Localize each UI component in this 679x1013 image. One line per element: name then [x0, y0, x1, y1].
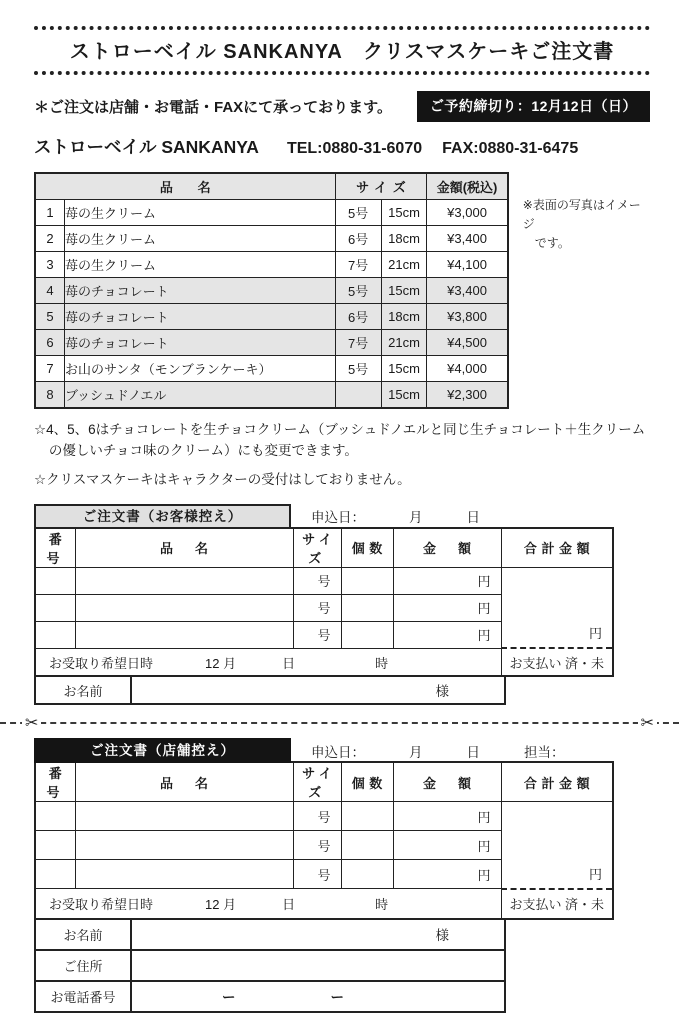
phone-dash: ー [330, 990, 344, 1006]
product-no: 5 [35, 304, 64, 330]
title-band [34, 26, 650, 75]
address-label: ご住所 [36, 951, 132, 980]
name-cell [75, 831, 293, 860]
apply-day-label: 日 [466, 510, 480, 526]
product-row [35, 278, 508, 304]
name-suffix: 様 [435, 928, 449, 944]
pickup-day: 日 [282, 655, 296, 671]
number-cell [35, 860, 75, 889]
order-item-row [35, 567, 613, 594]
product-col-name: 品 名 [35, 173, 335, 200]
col-total: 合計金額 [501, 528, 613, 568]
product-name: ブッシュドノエル [64, 382, 335, 409]
product-price: ¥4,100 [427, 252, 508, 278]
qty-cell [341, 621, 393, 648]
col-number: 番号 [35, 528, 75, 568]
pickup-datetime-cell [35, 648, 501, 676]
col-amount: 金 額 [393, 528, 501, 568]
chocolate-change-note: ☆4、5、6はチョコレートを生チョコクリーム（ブッシュドノエルと同じ生チョコレート＋生クリームの優しいチョコ味のクリーム）にも変更できます。 [34, 422, 646, 458]
apply-date-label: 申込日： [311, 510, 365, 526]
qty-cell [341, 831, 393, 860]
name-label: お名前 [36, 920, 132, 949]
tel-number: TEL:0880-31-6070 [286, 140, 423, 157]
star-notes [34, 420, 650, 491]
apply-day-label: 日 [466, 744, 480, 760]
product-price: ¥3,400 [427, 278, 508, 304]
col-size: サイズ [293, 528, 341, 568]
note-row [34, 91, 650, 122]
product-size-go: 5号 [335, 356, 381, 382]
amount-cell: 円 [393, 567, 501, 594]
phone-dash: ー [222, 990, 236, 1006]
qty-cell [341, 567, 393, 594]
product-row [35, 382, 508, 409]
col-qty: 個数 [341, 528, 393, 568]
store-form-title: ご注文書（店舗控え） [34, 738, 291, 763]
product-name: お山のサンタ（モンブランケーキ） [64, 356, 335, 382]
amount-cell: 円 [393, 621, 501, 648]
name-cell [75, 621, 293, 648]
phone-input-area [132, 982, 504, 1011]
form-header-row [35, 762, 613, 802]
name-row [34, 920, 506, 951]
name-row [34, 677, 506, 705]
product-name: 苺の生クリーム [64, 200, 335, 226]
product-price: ¥3,800 [427, 304, 508, 330]
product-size-cm: 21cm [381, 252, 427, 278]
address-row [34, 951, 506, 982]
product-col-price: 金額(税込) [427, 173, 508, 200]
total-amount-cell: 円 [501, 567, 613, 648]
product-price: ¥4,000 [427, 356, 508, 382]
store-name: ストローベイル SANKANYA [34, 137, 259, 157]
product-price: ¥2,300 [427, 382, 508, 409]
name-cell [75, 567, 293, 594]
qty-cell [341, 802, 393, 831]
number-cell [35, 621, 75, 648]
deadline-badge: ご予約締切り：12月12日（日） [417, 91, 650, 122]
scissors-icon: ✂ [22, 713, 41, 733]
product-no: 2 [35, 226, 64, 252]
staff-label: 担当： [524, 744, 565, 760]
col-total: 合計金額 [501, 762, 613, 802]
size-unit-cell: 号 [293, 831, 341, 860]
product-size-go: 7号 [335, 330, 381, 356]
payment-status-cell: お支払い 済・未 [501, 648, 613, 676]
product-size-go: 6号 [335, 304, 381, 330]
product-row [35, 304, 508, 330]
product-name: 苺の生クリーム [64, 226, 335, 252]
pickup-day: 日 [282, 897, 296, 913]
col-name: 品 名 [75, 762, 293, 802]
product-col-size: サイズ [335, 173, 427, 200]
number-cell [35, 594, 75, 621]
payment-status-cell: お支払い 済・未 [501, 889, 613, 919]
form-header-row [35, 528, 613, 568]
amount-cell: 円 [393, 831, 501, 860]
col-size: サイズ [293, 762, 341, 802]
product-size-cm: 15cm [381, 356, 427, 382]
col-name: 品 名 [75, 528, 293, 568]
product-no: 3 [35, 252, 64, 278]
pickup-month: 12 月 [205, 655, 237, 671]
product-header-row [35, 173, 508, 200]
contact-row [34, 134, 650, 159]
product-name: 苺の生クリーム [64, 252, 335, 278]
product-size-go [335, 382, 381, 409]
cut-line [0, 713, 679, 733]
product-size-go: 6号 [335, 226, 381, 252]
apply-date-label: 申込日： [311, 744, 365, 760]
product-no: 1 [35, 200, 64, 226]
product-price: ¥4,500 [427, 330, 508, 356]
qty-cell [341, 860, 393, 889]
fax-number: FAX:0880-31-6475 [442, 140, 579, 157]
pickup-datetime-cell [35, 889, 501, 919]
product-name: 苺のチョコレート [64, 304, 335, 330]
product-size-cm: 21cm [381, 330, 427, 356]
product-size-cm: 18cm [381, 226, 427, 252]
product-price: ¥3,400 [427, 226, 508, 252]
pickup-hour: 時 [375, 897, 389, 913]
size-unit-cell: 号 [293, 621, 341, 648]
product-size-cm: 15cm [381, 382, 427, 409]
phone-row [34, 982, 506, 1013]
pickup-hour: 時 [375, 655, 389, 671]
number-cell [35, 567, 75, 594]
store-order-form [34, 738, 650, 1013]
amount-cell: 円 [393, 802, 501, 831]
product-price: ¥3,000 [427, 200, 508, 226]
product-price-table [34, 172, 509, 409]
product-size-cm: 15cm [381, 200, 427, 226]
customer-form-title: ご注文書（お客様控え） [34, 504, 291, 529]
phone-label: お電話番号 [36, 982, 132, 1011]
size-unit-cell: 号 [293, 567, 341, 594]
name-cell [75, 860, 293, 889]
product-name: 苺のチョコレート [64, 278, 335, 304]
qty-cell [341, 594, 393, 621]
apply-month-label: 月 [409, 510, 423, 526]
pickup-month: 12 月 [205, 897, 237, 913]
product-section [34, 172, 650, 409]
col-amount: 金 額 [393, 762, 501, 802]
page-title: ストローベイル SANKANYA クリスマスケーキご注文書 [69, 41, 615, 63]
size-unit-cell: 号 [293, 594, 341, 621]
apply-date-line [311, 741, 565, 761]
pickup-row [35, 889, 613, 919]
total-amount-cell: 円 [501, 802, 613, 889]
product-no: 4 [35, 278, 64, 304]
product-size-go: 5号 [335, 278, 381, 304]
product-size-cm: 18cm [381, 304, 427, 330]
product-row [35, 226, 508, 252]
amount-cell: 円 [393, 860, 501, 889]
number-cell [35, 831, 75, 860]
address-input-area [132, 951, 504, 980]
col-number: 番号 [35, 762, 75, 802]
order-item-row [35, 802, 613, 831]
product-no: 8 [35, 382, 64, 409]
order-method-note: ＊ご注文は店舗・お電話・FAXにて承っております。 [34, 99, 392, 116]
product-row [35, 252, 508, 278]
apply-date-line [311, 506, 480, 526]
apply-month-label: 月 [409, 744, 423, 760]
name-cell [75, 594, 293, 621]
product-row [35, 200, 508, 226]
customer-order-table [34, 527, 614, 678]
size-unit-cell: 号 [293, 802, 341, 831]
name-label: お名前 [36, 677, 132, 703]
scissors-icon: ✂ [638, 713, 657, 733]
name-suffix: 様 [435, 684, 449, 700]
col-qty: 個数 [341, 762, 393, 802]
store-order-table [34, 761, 614, 920]
product-row [35, 356, 508, 382]
product-size-cm: 15cm [381, 278, 427, 304]
product-row [35, 330, 508, 356]
number-cell [35, 802, 75, 831]
pickup-row [35, 648, 613, 676]
size-unit-cell: 号 [293, 860, 341, 889]
product-name: 苺のチョコレート [64, 330, 335, 356]
photo-disclaimer-note: ※表面の写真はイメージ です。 [522, 198, 641, 251]
amount-cell: 円 [393, 594, 501, 621]
product-size-go: 7号 [335, 252, 381, 278]
product-size-go: 5号 [335, 200, 381, 226]
product-no: 7 [35, 356, 64, 382]
name-cell [75, 802, 293, 831]
customer-order-form [34, 504, 650, 706]
pickup-label: お受取り希望日時 [49, 655, 154, 671]
product-no: 6 [35, 330, 64, 356]
pickup-label: お受取り希望日時 [49, 897, 154, 913]
character-note: ☆クリスマスケーキはキャラクターの受付はしておりません。 [34, 471, 411, 487]
